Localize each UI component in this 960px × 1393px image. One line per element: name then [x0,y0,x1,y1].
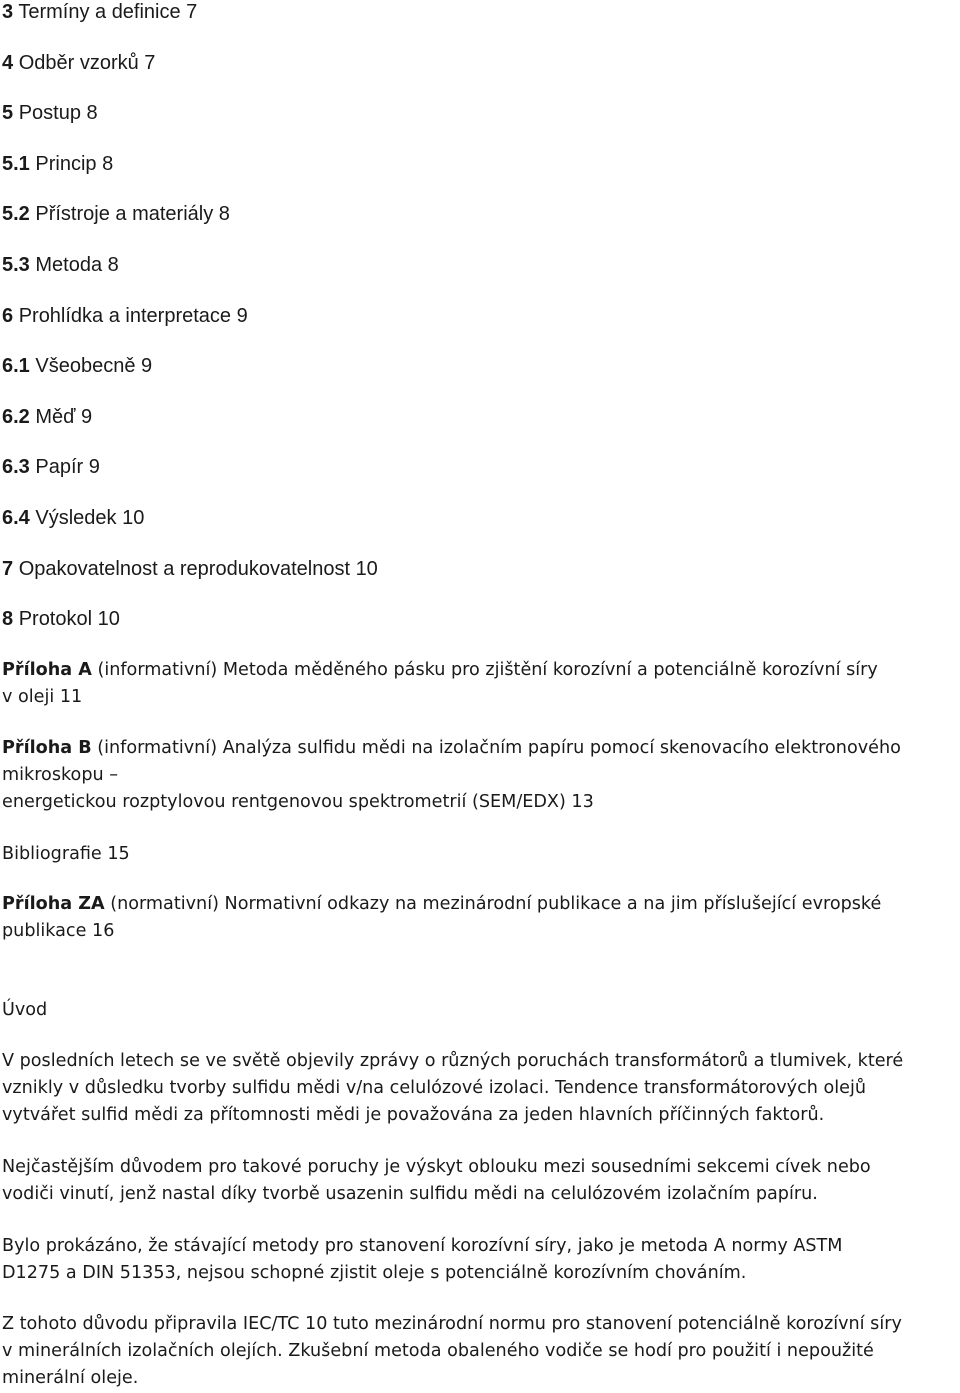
annex-b-entry [2,735,958,816]
toc-entry-number: 5 [2,102,14,124]
toc-entry [2,0,197,24]
paragraph-line: Z tohoto důvodu připravila IEC/TC 10 tuto mezinárodní normu pro stanovení potenciálně korozívní síry [2,1314,902,1334]
toc-entry-title: Opakovatelnost a reprodukovatelnost 10 [18,558,378,580]
toc-entry [2,607,120,631]
annex-a-text-continued: v oleji 11 [2,687,83,707]
toc-entry-title: Princip 8 [35,153,114,175]
toc-entry-number: 7 [2,558,14,580]
toc-entry [2,405,92,429]
intro-paragraph [2,1048,958,1129]
toc-entry-number: 5.2 [2,203,30,225]
toc-entry [2,253,119,277]
annex-za-entry [2,891,958,945]
paragraph-line: Bylo prokázáno, že stávající metody pro stanovení korozívní síry, jako je metoda A normy ASTM [2,1236,843,1256]
toc-entry [2,51,155,75]
toc-entry-title: Papír 9 [35,456,100,478]
toc-entry-title: Přístroje a materiály 8 [35,203,230,225]
intro-paragraph [2,1311,958,1392]
toc-entry-title: Měď 9 [35,406,93,428]
toc-entry-number: 5.3 [2,254,30,276]
annex-za-label: Příloha ZA [2,894,105,914]
paragraph-line: v minerálních izolačních olejích. Zkušební metoda obaleného vodiče se hodí pro použití i nepoužité [2,1341,874,1361]
toc-entry-title: Všeobecně 9 [35,355,153,377]
toc-entry-number: 6 [2,305,14,327]
paragraph-line: vznikly v důsledku tvorby sulfidu mědi v/na celulózové izolaci. Tendence transformátorových olejů [2,1078,867,1098]
toc-entry [2,506,144,530]
paragraph-line: V posledních letech se ve světě objevily zprávy o různých poruchách transformátorů a tlumivek, které [2,1051,904,1071]
toc-entry-title: Termíny a definice 7 [18,1,198,23]
toc-entry-title: Postup 8 [18,102,98,124]
toc-entry-title: Metoda 8 [35,254,119,276]
toc-entry-title: Prohlídka a interpretace 9 [18,305,248,327]
toc-entry-title: Odběr vzorků 7 [18,52,156,74]
annex-b-text-continued: mikroskopu – [2,765,119,785]
paragraph-line: Nejčastějším důvodem pro takové poruchy je výskyt oblouku mezi sousedními sekcemi cívek nebo [2,1157,871,1177]
toc-entry-number: 6.2 [2,406,30,428]
toc-entry-number: 3 [2,1,14,23]
toc-entry [2,455,100,479]
paragraph-line: minerální oleje. [2,1368,139,1388]
toc-entry [2,354,152,378]
toc-entry [2,152,113,176]
toc-entry [2,202,230,226]
toc-entry-number: 8 [2,608,14,630]
paragraph-line: vytvářet sulfid mědi za přítomnosti mědi je považována za jeden hlavních příčinných faktorů. [2,1105,825,1125]
paragraph-line: D1275 a DIN 51353, nejsou schopné zjistit oleje s potenciálně korozívním chováním. [2,1263,747,1283]
annex-a-text: (informativní) Metoda měděného pásku pro zjištění korozívní a potenciálně korozívní síry [97,660,878,680]
annex-b-text-continued-2: energetickou rozptylovou rentgenovou spektrometrií (SEM/EDX) 13 [2,792,594,812]
annex-b-label: Příloha B [2,738,92,758]
annex-a-label: Příloha A [2,660,92,680]
toc-entry-title: Výsledek 10 [35,507,145,529]
toc-entry-number: 6.3 [2,456,30,478]
toc-entry-title: Protokol 10 [18,608,120,630]
annex-za-text: (normativní) Normativní odkazy na mezinárodní publikace a na jim příslušející evropské [110,894,882,914]
toc-entry [2,304,248,328]
bibliography-entry: Bibliografie 15 [2,844,130,864]
toc-entry [2,557,378,581]
intro-paragraph [2,1233,958,1287]
toc-entry-number: 5.1 [2,153,30,175]
toc-entry-number: 4 [2,52,14,74]
intro-paragraph [2,1154,958,1208]
toc-entry [2,101,98,125]
toc-entry-number: 6.4 [2,507,30,529]
introduction-heading: Úvod [2,1000,48,1020]
annex-za-text-continued: publikace 16 [2,921,115,941]
toc-entry-number: 6.1 [2,355,30,377]
annex-a-entry [2,657,958,711]
paragraph-line: vodiči vinutí, jenž nastal díky tvorbě usazenin sulfidu mědi na celulózovém izolačním papíru. [2,1184,818,1204]
annex-b-text: (informativní) Analýza sulfidu mědi na izolačním papíru pomocí skenovacího elektronového [97,738,901,758]
